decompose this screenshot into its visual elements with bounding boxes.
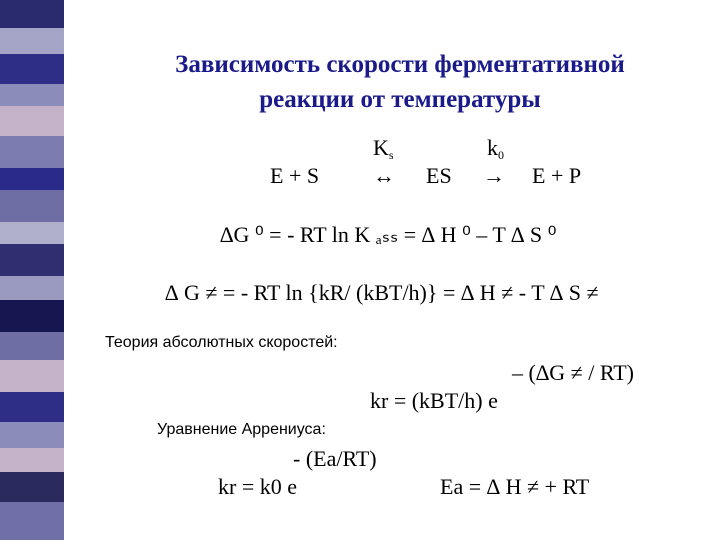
- slide-title-line1: Зависимость скорости ферментативной: [175, 51, 625, 78]
- slide-title-line2: реакции от температуры: [259, 86, 541, 113]
- strip-block: [0, 222, 64, 244]
- eq1-complex: ES: [426, 163, 452, 188]
- strip-block: [0, 332, 64, 360]
- arrhenius-label: Уравнение Аррениуса:: [157, 421, 326, 438]
- strip-block: [0, 84, 64, 106]
- strip-block: [0, 54, 64, 84]
- gibbs-activation-equation: ∆ G ≠ = - RT ln {kR/ (kBT/h)} = ∆ H ≠ - T ∆ S ≠: [165, 280, 599, 305]
- strip-block: [0, 0, 64, 28]
- gibbs-standard-equation: ∆G ⁰ = - RT ln K ₐₛₛ = ∆ H ⁰ – T ∆ S ⁰: [220, 222, 557, 247]
- strip-block: [0, 136, 64, 168]
- theory-exponent: – (∆G ≠ / RT): [512, 360, 634, 385]
- strip-block: [0, 502, 64, 540]
- strip-block: [0, 106, 64, 136]
- eq1-forward-arrow: →: [483, 163, 505, 188]
- arrhenius-exponent: - (Ea/RT): [293, 446, 377, 471]
- arrhenius-rate-formula: kr = k0 e: [218, 474, 297, 499]
- strip-block: [0, 244, 64, 276]
- theory-label: Теория абсолютных скоростей:: [105, 334, 338, 351]
- strip-block: [0, 360, 64, 392]
- activation-energy-formula: Ea = ∆ H ≠ + RT: [440, 474, 590, 499]
- strip-block: [0, 28, 64, 54]
- strip-block: [0, 300, 64, 332]
- strip-block: [0, 392, 64, 422]
- strip-block: [0, 276, 64, 300]
- eq1-k0-label: $k_0$: [487, 135, 504, 162]
- eq1-reactants: E + S: [270, 163, 320, 188]
- strip-block: [0, 448, 64, 472]
- strip-block: [0, 472, 64, 502]
- eq1-products: E + P: [532, 163, 582, 188]
- theory-rate-formula: kr = (kBT/h) e: [370, 388, 498, 413]
- eq1-ks-label: $K_s$: [373, 135, 394, 162]
- decorative-left-strip: [0, 0, 64, 540]
- strip-block: [0, 168, 64, 190]
- strip-block: [0, 422, 64, 448]
- strip-block: [0, 190, 64, 222]
- eq1-reversible-arrow: ↔: [373, 163, 395, 188]
